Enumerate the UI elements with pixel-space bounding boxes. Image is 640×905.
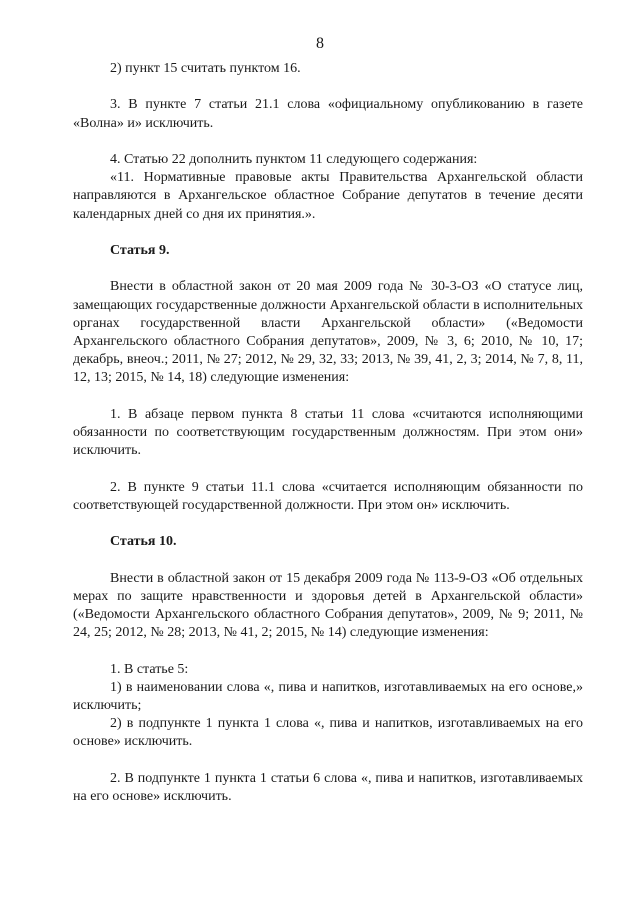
article-10-subitem-1: 1) в наименовании слова «, пива и напитков, изготавливаемых на его основе,» исключить;: [73, 679, 583, 713]
page-number: 8: [316, 35, 324, 52]
paragraph-item-2: 2) пункт 15 считать пунктом 16.: [110, 61, 301, 76]
article-10-item-2: 2. В подпункте 1 пункта 1 статьи 6 слова «, пива и напитков, изготавливаемых на его основе» исключить.: [73, 770, 583, 804]
paragraph-item-3: 3. В пункте 7 статьи 21.1 слова «официальному опубликованию в газете «Волна» и» исключить.: [73, 97, 583, 131]
article-9-intro: Внести в областной закон от 20 мая 2009 года № 30-3-ОЗ «О статусе лиц, замещающих государственные должности Архангельской области в исполнительных органах государственной власти Архангельской области» («Ведомости Архангельского областного Собрания депутатов», 2009, № 3, 6; 2010, № 10, 17; декабрь, внеоч.; 2011, № 27; 2012, № 29, 32, 33; 2013, № 39, 41, 2, 3; 2014, № 7, 8, 11, 12, 13; 2015, № 14, 18) следующие изменения:: [73, 279, 583, 386]
article-10-subitem-2: 2) в подпункте 1 пункта 1 слова «, пива и напитков, изготавливаемых на его основе» исключить.: [73, 716, 583, 750]
article-9-item-2: 2. В пункте 9 статьи 11.1 слова «считается исполняющим обязанности по соответствующей государственной должности. При этом он» исключить.: [73, 479, 583, 513]
paragraph-item-4: 4. Статью 22 дополнить пунктом 11 следующего содержания:: [110, 151, 478, 167]
quoted-amendment-text: «11. Нормативные правовые акты Правительства Архангельской области направляются в Архангельское областное Собрание депутатов в течение десяти календарных дней со дня их принятия.».: [73, 170, 583, 222]
article-10-heading: Статья 10.: [110, 534, 177, 550]
article-10-intro: Внести в областной закон от 15 декабря 2009 года № 113-9-ОЗ «Об отдельных мерах по защите нравственности и здоровья детей в Архангельской области» («Ведомости Архангельского областного Собрания депутатов», 2009, № 9; 2011, № 24, 25; 2012, № 28; 2013, № 41, 2; 2015, № 14) следующие изменения:: [73, 570, 583, 641]
document-body: [73, 60, 583, 806]
article-9-item-1: 1. В абзаце первом пункта 8 статьи 11 слова «считаются исполняющими обязанности по соответствующим государственным должностям. При этом они» исключить.: [73, 406, 583, 459]
article-9-heading: Статья 9.: [110, 242, 170, 258]
article-10-item-1: 1. В статье 5:: [110, 661, 189, 677]
